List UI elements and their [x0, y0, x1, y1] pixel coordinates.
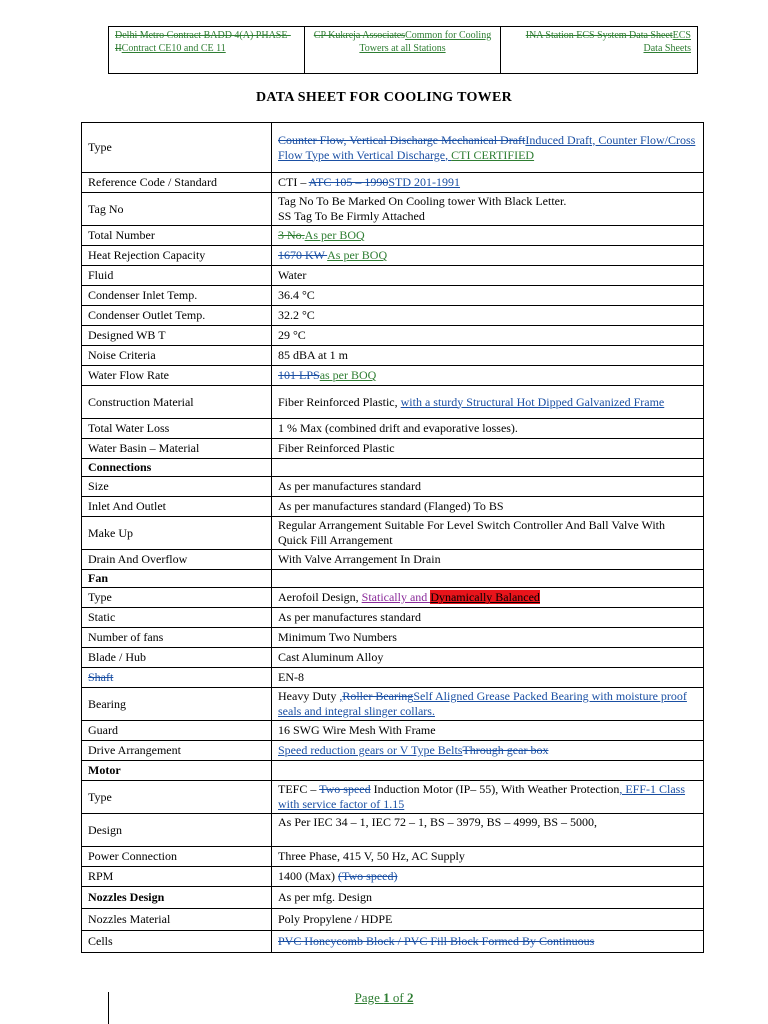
- row-value: Three Phase, 415 V, 50 Hz, AC Supply: [272, 847, 704, 867]
- table-row: [82, 741, 704, 761]
- row-value: TEFC – Two speed Induction Motor (IP– 55), With Weather Protection, EFF-1 Class with service factor of 1.15: [272, 781, 704, 814]
- row-label: Construction Material: [82, 386, 272, 419]
- row-value: Water: [272, 266, 704, 286]
- page-footer: Page 1 of 2: [354, 990, 414, 1005]
- row-label: Water Flow Rate: [82, 366, 272, 386]
- row-label: Inlet And Outlet: [82, 497, 272, 517]
- table-row: [82, 123, 704, 173]
- page-number: 1: [383, 990, 390, 1005]
- section-label: Fan: [82, 570, 272, 588]
- row-label: RPM: [82, 867, 272, 887]
- table-row: [82, 173, 704, 193]
- section-row-fan: [82, 570, 704, 588]
- row-label: Type: [82, 123, 272, 173]
- table-row: [82, 386, 704, 419]
- section-label: Motor: [82, 761, 272, 781]
- row-value: As Per IEC 34 – 1, IEC 72 – 1, BS – 3979, BS – 4999, BS – 5000,: [272, 814, 704, 847]
- table-row: [82, 550, 704, 570]
- row-value: As per manufactures standard (Flanged) To BS: [272, 497, 704, 517]
- row-label: Size: [82, 477, 272, 497]
- table-row: [82, 628, 704, 648]
- row-label: Shaft: [82, 668, 272, 688]
- row-value: PVC Honeycomb Block / PVC Fill Block Formed By Continuous: [272, 931, 704, 953]
- row-value: 36.4 °C: [272, 286, 704, 306]
- row-value: Counter Flow, Vertical Discharge Mechanical DraftInduced Draft, Counter Flow/Cross Flow Type with Vertical Discharge, CTI CERTIFIED: [272, 123, 704, 173]
- row-value: Regular Arrangement Suitable For Level Switch Controller And Ball Valve With Quick Fill Arrangement: [272, 517, 704, 550]
- row-label: Reference Code / Standard: [82, 173, 272, 193]
- row-label: Type: [82, 588, 272, 608]
- header-contract: Delhi Metro Contract BADD 4(A) PHASE-IIContract CE10 and CE 11: [109, 27, 305, 73]
- header-consultant: CP Kukreja AssociatesCommon for Cooling Towers at all Stations: [305, 27, 501, 73]
- row-label: Condenser Outlet Temp.: [82, 306, 272, 326]
- row-label: Make Up: [82, 517, 272, 550]
- row-label: Power Connection: [82, 847, 272, 867]
- row-value: 101 LPSas per BOQ: [272, 366, 704, 386]
- table-row: [82, 867, 704, 887]
- table-row: [82, 608, 704, 628]
- row-value: 16 SWG Wire Mesh With Frame: [272, 721, 704, 741]
- section-label: Nozzles Design: [82, 887, 272, 909]
- page-title: DATA SHEET FOR COOLING TOWER: [255, 90, 513, 105]
- table-row: [82, 909, 704, 931]
- row-label: Type: [82, 781, 272, 814]
- table-row: [82, 477, 704, 497]
- row-value: 32.2 °C: [272, 306, 704, 326]
- row-label: Bearing: [82, 688, 272, 721]
- row-label: Guard: [82, 721, 272, 741]
- row-label: Static: [82, 608, 272, 628]
- table-row: [82, 286, 704, 306]
- row-value: With Valve Arrangement In Drain: [272, 550, 704, 570]
- row-value: Speed reduction gears or V Type BeltsThrough gear box: [272, 741, 704, 761]
- row-value: As per manufactures standard: [272, 477, 704, 497]
- row-value: Poly Propylene / HDPE: [272, 909, 704, 931]
- row-label: Nozzles Material: [82, 909, 272, 931]
- table-row: [82, 688, 704, 721]
- row-label: Drain And Overflow: [82, 550, 272, 570]
- row-value: EN-8: [272, 668, 704, 688]
- row-value: Aerofoil Design, Statically and Dynamically Balanced: [272, 588, 704, 608]
- row-label: Cells: [82, 931, 272, 953]
- row-label: Designed WB T: [82, 326, 272, 346]
- row-label: Total Number: [82, 226, 272, 246]
- row-label: Tag No: [82, 193, 272, 226]
- row-label: Total Water Loss: [82, 419, 272, 439]
- section-row-motor: [82, 761, 704, 781]
- table-row: [82, 193, 704, 226]
- table-row: [82, 366, 704, 386]
- table-row: [82, 497, 704, 517]
- row-value: Tag No To Be Marked On Cooling tower With Black Letter. SS Tag To Be Firmly Attached: [272, 193, 704, 226]
- header-sheet: INA Station ECS System Data SheetECS Data Sheets: [525, 30, 691, 54]
- row-value: 29 °C: [272, 326, 704, 346]
- row-value: Fiber Reinforced Plastic: [272, 439, 704, 459]
- section-row-nozzles: [82, 887, 704, 909]
- table-row: [82, 306, 704, 326]
- row-value: 1 % Max (combined drift and evaporative losses).: [272, 419, 704, 439]
- row-value: 1400 (Max) (Two speed): [272, 867, 704, 887]
- table-row: [82, 439, 704, 459]
- table-row: [82, 266, 704, 286]
- table-row: [82, 346, 704, 366]
- page-total: 2: [406, 990, 414, 1005]
- row-value: Minimum Two Numbers: [272, 628, 704, 648]
- table-row: [82, 814, 704, 847]
- table-row: [82, 226, 704, 246]
- section-label: Connections: [82, 459, 272, 477]
- row-label: Drive Arrangement: [82, 741, 272, 761]
- row-value: Cast Aluminum Alloy: [272, 648, 704, 668]
- table-row: [82, 668, 704, 688]
- row-value: 3 No.As per BOQ: [272, 226, 704, 246]
- row-value: As per manufactures standard: [272, 608, 704, 628]
- data-sheet-table: [81, 122, 704, 953]
- table-row: [82, 419, 704, 439]
- table-row: [82, 931, 704, 953]
- row-value: 85 dBA at 1 m: [272, 346, 704, 366]
- row-value: As per mfg. Design: [272, 887, 704, 909]
- row-label: Heat Rejection Capacity: [82, 246, 272, 266]
- row-label: Water Basin – Material: [82, 439, 272, 459]
- table-row: [82, 648, 704, 668]
- document-header: [108, 26, 698, 74]
- row-value: CTI – ATC 105 – 1990STD 201-1991: [272, 173, 704, 193]
- table-row: [82, 326, 704, 346]
- row-value: Fiber Reinforced Plastic, with a sturdy Structural Hot Dipped Galvanized Frame: [272, 386, 704, 419]
- row-value: Heavy Duty ,Roller BearingSelf Aligned Grease Packed Bearing with moisture proof seals and integral slinger collars.: [272, 688, 704, 721]
- table-row: [82, 847, 704, 867]
- table-row: [82, 721, 704, 741]
- table-row: [82, 781, 704, 814]
- row-label: Blade / Hub: [82, 648, 272, 668]
- row-label: Fluid: [82, 266, 272, 286]
- table-row: [82, 588, 704, 608]
- row-label: Number of fans: [82, 628, 272, 648]
- row-value: 1670 KW As per BOQ: [272, 246, 704, 266]
- row-label: Design: [82, 814, 272, 847]
- row-label: Condenser Inlet Temp.: [82, 286, 272, 306]
- table-row: [82, 517, 704, 550]
- table-row: [82, 246, 704, 266]
- section-row-connections: [82, 459, 704, 477]
- row-label: Noise Criteria: [82, 346, 272, 366]
